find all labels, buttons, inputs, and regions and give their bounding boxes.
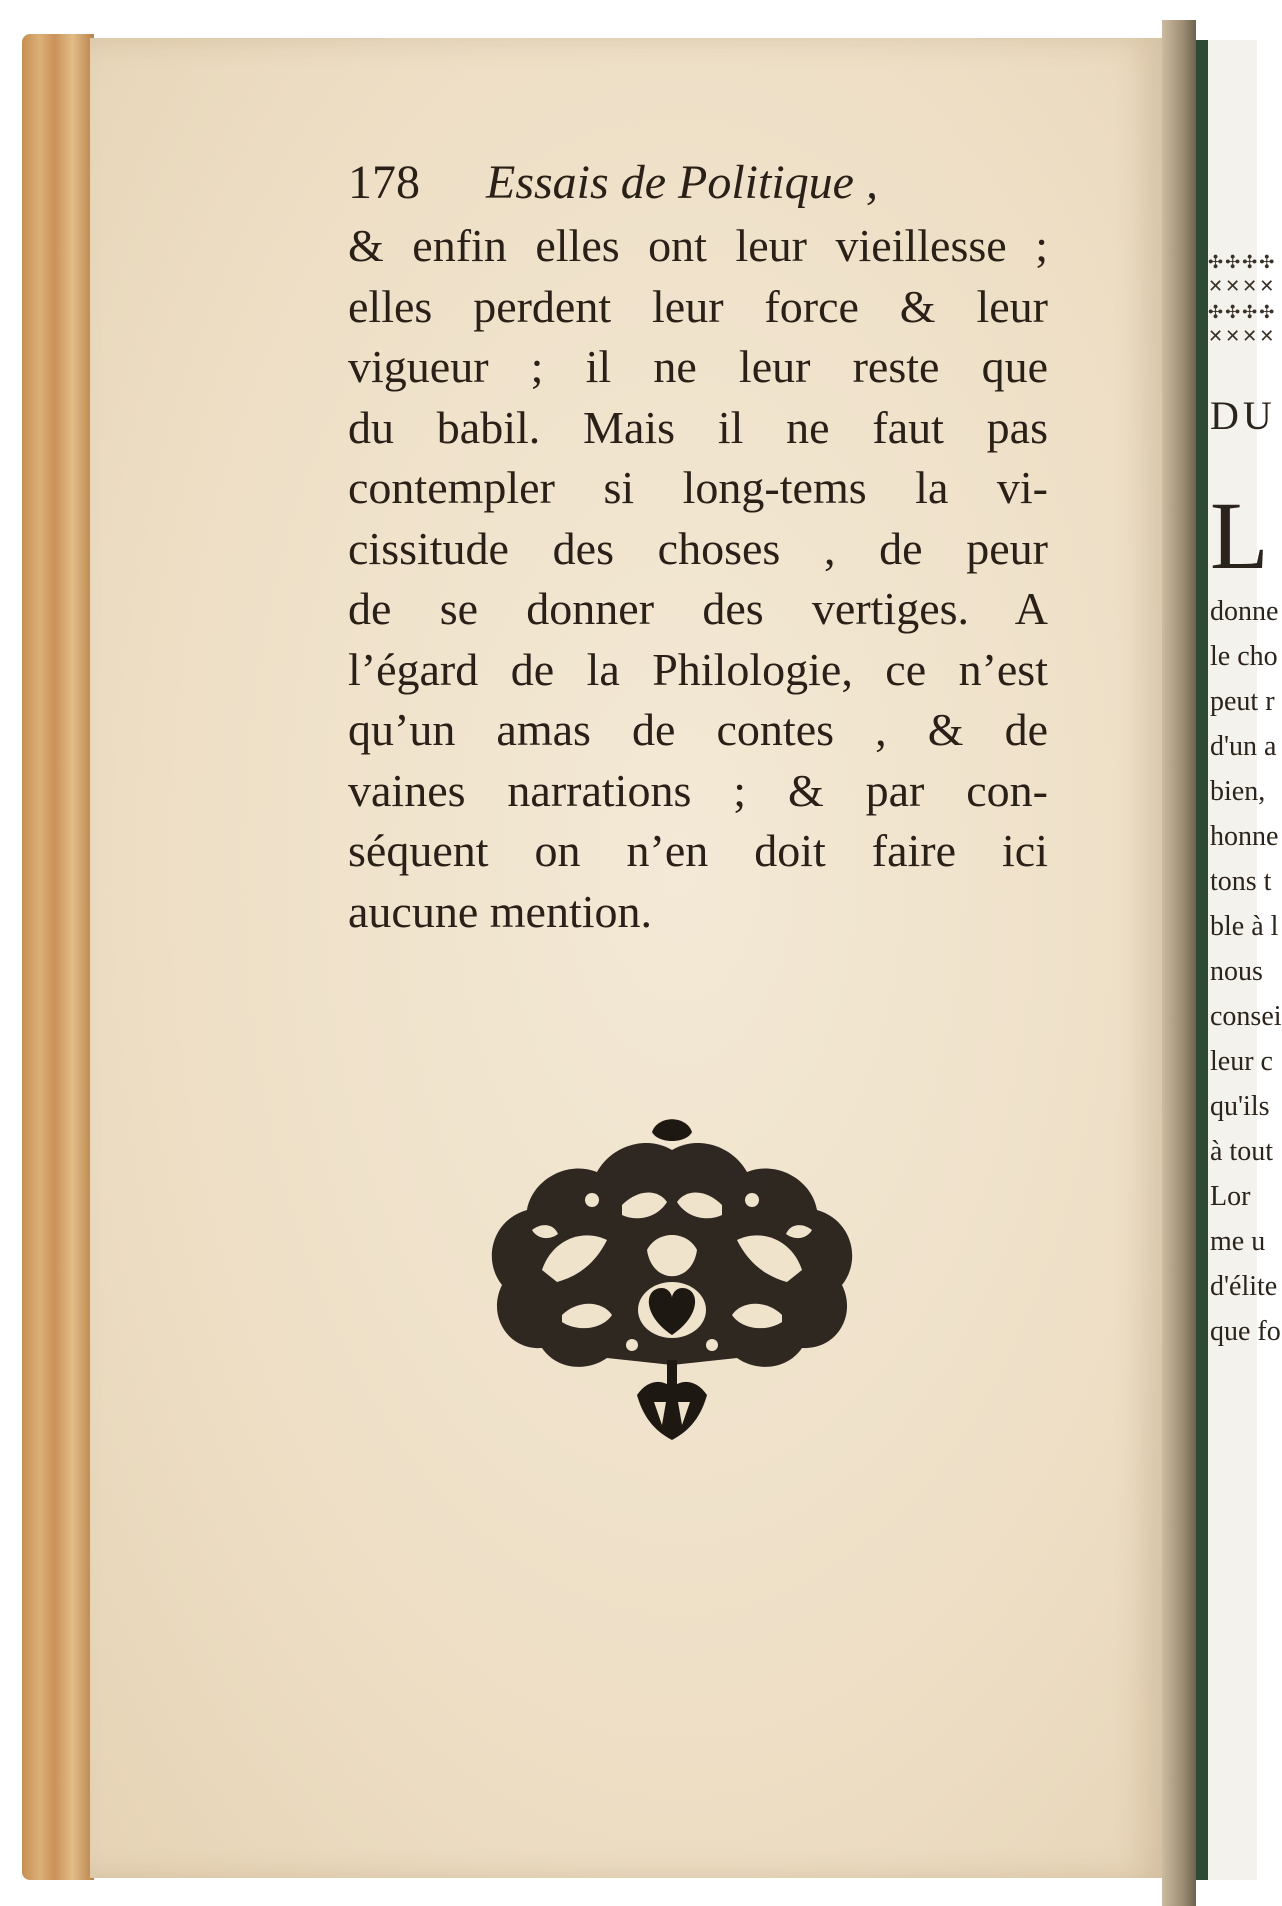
facing-page-border-ornament: ✣✣✣✣ bbox=[1208, 252, 1277, 273]
facing-page-line: Lor bbox=[1210, 1181, 1251, 1212]
facing-page-line: bien, bbox=[1210, 776, 1266, 807]
facing-page-line: me u bbox=[1210, 1226, 1266, 1257]
text-line: cissitude des choses , de peur bbox=[348, 522, 1048, 574]
page-number: 178 bbox=[348, 156, 420, 209]
facing-page-drop-cap: L bbox=[1210, 482, 1269, 589]
book-gutter bbox=[1162, 20, 1196, 1906]
text-line: l’égard de la Philologie, ce n’est bbox=[348, 643, 1048, 695]
book-page-edges bbox=[22, 34, 94, 1880]
text-line: vigueur ; il ne leur reste que bbox=[348, 341, 1048, 392]
facing-page-border-ornament: ✣✣✣✣ bbox=[1208, 302, 1277, 323]
facing-page-line: donne bbox=[1210, 596, 1279, 627]
floral-vignette-icon bbox=[472, 1110, 872, 1450]
facing-page-line: que fo bbox=[1210, 1316, 1281, 1347]
facing-page-heading: DU bbox=[1210, 393, 1276, 438]
text-line: contempler si long-tems la vi- bbox=[348, 462, 1048, 513]
page-header bbox=[348, 150, 1048, 216]
facing-page-line: le cho bbox=[1210, 641, 1278, 672]
page-text bbox=[348, 150, 1048, 942]
facing-page-line: à tout bbox=[1210, 1136, 1273, 1167]
facing-page-border-ornament: ✕✕✕✕ bbox=[1208, 326, 1277, 347]
running-head: Essais de Politique , bbox=[486, 156, 878, 209]
text-line: vaines narrations ; & par con- bbox=[348, 764, 1048, 816]
facing-page-line: consei bbox=[1210, 1001, 1282, 1032]
text-line: qu’un amas de contes , & de bbox=[348, 704, 1048, 755]
binding-strip bbox=[1196, 40, 1208, 1880]
text-line: de se donner des vertiges. A bbox=[348, 583, 1048, 634]
facing-page-line: qu'ils bbox=[1210, 1091, 1270, 1122]
facing-page-line: tons t bbox=[1210, 866, 1272, 897]
facing-page-line: peut r bbox=[1210, 686, 1275, 717]
facing-page-line: nous bbox=[1210, 956, 1263, 987]
facing-page-line: honne bbox=[1210, 821, 1279, 852]
text-line: elles perdent leur force & leur bbox=[348, 280, 1048, 332]
facing-page-border-ornament: ✕✕✕✕ bbox=[1208, 276, 1277, 297]
text-line: aucune mention. bbox=[348, 885, 653, 937]
facing-page-fragment bbox=[1208, 40, 1282, 1880]
facing-page-line: ble à l bbox=[1210, 911, 1279, 942]
text-line: séquent on n’en doit faire ici bbox=[348, 825, 1048, 876]
facing-page-line: leur c bbox=[1210, 1046, 1273, 1077]
facing-page-line: d'un a bbox=[1210, 731, 1277, 762]
text-line: & enfin elles ont leur vieillesse ; bbox=[348, 220, 1048, 271]
facing-page-line: d'élite bbox=[1210, 1271, 1278, 1302]
text-line: du babil. Mais il ne faut pas bbox=[348, 401, 1048, 453]
